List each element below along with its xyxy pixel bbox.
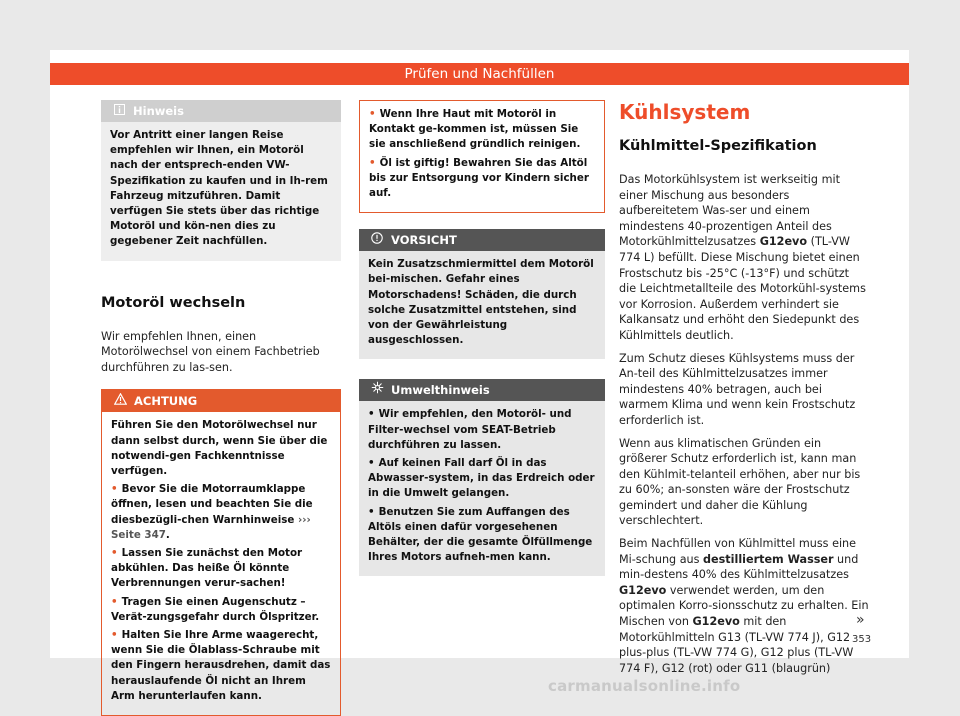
hinweis-header [101, 100, 341, 122]
section-title-kuehlmittel: Kühlmittel-Spezifikation [619, 138, 817, 154]
achtung-item-text: Lassen Sie zunächst den Motor abkühlen. Das heiße Öl könnte Verbrennungen verur-sachen! [111, 547, 303, 590]
kuehlsystem-paragraph-3: Wenn aus klimatischen Gründen ein größerer Schutz erforderlich ist, kann man den Kühlmit-telanteil erhöhen, aber nur bis zu 60%; an-sonsten wäre der Frostschutz gemindert und daher die Kühlung verschlechtert. [619, 436, 861, 528]
achtung-continued-body [360, 101, 604, 212]
achtung-box [101, 389, 341, 716]
oelwechsel-text: Wir empfehlen Ihnen, einen Motorölwechsel von einem Fachbetrieb durchführen zu las-sen. [101, 329, 320, 374]
achtung-item-end: . [165, 528, 170, 541]
text: Das Motorkühlsystem ist werkseitig mit einer Mischung aus besonders aufbereitetem Was-ser und einem mindestens 40-prozentigen Anteil des Motorkühlmittelzusatzes [619, 173, 840, 249]
page-header: Prüfen und Nachfüllen [50, 63, 909, 85]
achtung-intro: Führen Sie den Motorölwechsel nur dann selbst durch, wenn Sie über die notwendi-gen Fachkenntnisse verfügen. [111, 419, 328, 478]
achtung-item-text: Halten Sie Ihre Arme waagerecht, wenn Sie die Ölablass-Schraube mit den Fingern herausdrehen, damit das herauslaufende Öl nicht an Ihrem Arm herunterlaufen kann. [111, 629, 331, 702]
vorsicht-body [359, 251, 605, 359]
kuehlsystem-paragraph-2: Zum Schutz dieses Kühlsystems muss der An-teil des Kühlmittelzusatzes immer mindestens 40% betragen, auch bei warmem Klima und wenn kein Frostschutz erforderlich ist. [619, 351, 856, 427]
achtung-item [111, 628, 331, 704]
achtung-body [102, 412, 340, 715]
bullet-icon: • [368, 408, 375, 421]
bullet-icon: • [111, 595, 118, 608]
umwelt-title: Umwelthinweis [391, 383, 490, 398]
achtung-item-text: Öl ist giftig! Bewahren Sie das Altöl bis zur Entsorgung vor Kindern sicher auf. [369, 156, 589, 200]
umwelt-body [359, 401, 605, 576]
umwelt-item-text: Benutzen Sie zum Auffangen des Altöls einen dafür vorgesehenen Behälter, der die gesamte Ölfüllmenge Ihres Motors aufneh-men kann. [368, 505, 593, 564]
bullet-icon: • [369, 156, 376, 169]
achtung-continued-box [359, 100, 605, 213]
section-title-oelwechsel: Motoröl wechseln [101, 294, 246, 311]
bullet-icon: • [368, 505, 375, 518]
vorsicht-header [359, 229, 605, 251]
column-right [619, 100, 872, 683]
info-icon [111, 100, 127, 122]
achtung-item-text: Bevor Sie die Motorraumklappe öffnen, lesen und beachten Sie die diesbezügli-chen Warnhinweise [111, 483, 313, 526]
product-name: G12evo [692, 615, 740, 629]
warning-triangle-icon [112, 390, 128, 412]
vorsicht-text: Kein Zusatzschmiermittel dem Motoröl bei-mischen. Gefahr eines Motorschadens! Schäden, die durch solche Zusatzmittel entstehen, sind von der Gewährleistung ausgeschlossen. [368, 258, 594, 347]
hinweis-text: Vor Antritt einer langen Reise empfehlen wir Ihnen, ein Motoröl nach der entsprech-enden VW-Spezifikation zu kaufen und in Ih-rem Fahrzeug mitzuführen. Damit verfügen Sie stets über das richtige Motoröl und kön-nen dies zu gegebener Zeit nachfüllen. [110, 129, 328, 248]
achtung-header [102, 390, 340, 412]
achtung-item-text: Wenn Ihre Haut mit Motoröl in Kontakt ge-kommen ist, müssen Sie sie anschließend gründlich reinigen. [369, 108, 581, 151]
kuehlsystem-paragraph-1 [619, 172, 869, 344]
info-circle-icon [369, 229, 385, 251]
umwelt-header [359, 379, 605, 401]
hinweis-body [101, 122, 341, 261]
text: mit den Motorkühlmitteln G13 (TL-VW 774 J), G12 plus-plus (TL-VW 774 G), G12 plus (TL-VW 774 F), G12 (rot) oder G11 (blaugrün) [619, 615, 854, 675]
emphasis: destilliertem Wasser [703, 552, 834, 566]
bullet-icon: • [111, 547, 118, 560]
text: Beim Nachfüllen von Kühlmittel muss eine Mi-schung aus [619, 537, 857, 566]
leaf-icon [369, 379, 385, 401]
product-name: G12evo [619, 583, 667, 597]
umwelt-box [359, 379, 605, 576]
achtung-item [111, 482, 331, 543]
bullet-icon: • [111, 483, 118, 496]
oelwechsel-body [101, 329, 341, 376]
umwelt-item [368, 456, 596, 502]
achtung-item [111, 595, 331, 625]
umwelt-item [368, 505, 596, 566]
achtung-item [369, 107, 595, 153]
vorsicht-title: VORSICHT [391, 233, 457, 248]
achtung-item-text: Tragen Sie einen Augenschutz – Verät-zungsgefahr durch Ölspritzer. [111, 595, 320, 623]
column-middle [359, 100, 605, 576]
vorsicht-box [359, 229, 605, 359]
umwelt-item [368, 407, 596, 453]
umwelt-item-text: Auf keinen Fall darf Öl in das Abwasser-system, in das Erdreich oder in die Umwelt gelangen. [368, 457, 595, 500]
page-number: 353 [852, 634, 872, 645]
text: (TL-VW 774 L) befüllt. Diese Mischung bietet einen Frostschutz bis -25°C (-13°F) und schützt die Leichtmetallteile des Motorkühl-systems vor Korrosion. Außerdem verhindert sie Kalkansatz und erhöht den Siedepunkt des Kühlmittels deutlich. [619, 235, 866, 342]
achtung-item [111, 546, 331, 592]
bullet-icon: • [369, 108, 376, 120]
achtung-item [369, 156, 595, 202]
bullet-icon: • [111, 629, 118, 642]
page-reference-link[interactable]: ››› Seite 347 [111, 513, 311, 541]
bullet-icon: • [368, 457, 375, 470]
hinweis-box [101, 100, 341, 261]
watermark: carmanualsonline.info [548, 677, 741, 695]
kuehlsystem-body [619, 172, 872, 676]
achtung-title: ACHTUNG [134, 394, 198, 409]
umwelt-item-text: Wir empfehlen, den Motoröl- und Filter-wechsel vom SEAT-Betrieb durchführen zu lassen. [368, 408, 572, 451]
product-name: G12evo [759, 235, 808, 249]
chapter-title-kuehlsystem: Kühlsystem [619, 100, 751, 124]
text: und min-destens 40% des Kühlmittelzusatzes [619, 552, 859, 582]
column-left [101, 100, 341, 716]
kuehlsystem-paragraph-4 [619, 536, 872, 676]
hinweis-title: Hinweis [133, 104, 184, 118]
continued-marker: » [856, 612, 865, 628]
text: verwendet werden, um den optimalen Korro-sionsschutz zu erhalten. Ein Mischen von [619, 583, 869, 629]
